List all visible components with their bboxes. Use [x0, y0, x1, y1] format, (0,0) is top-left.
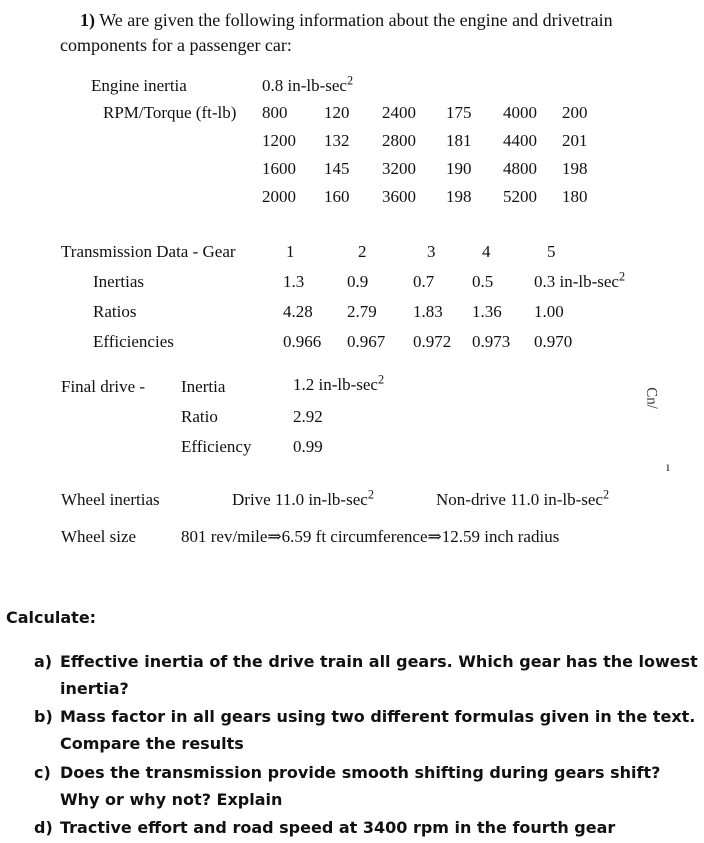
intro-text-1: We are given the following information about the engine and drivetrain	[99, 10, 613, 30]
gear-efficiency-cell	[413, 332, 451, 352]
gear-efficiency-cell	[472, 332, 510, 352]
gear-number-text: 4	[482, 242, 491, 261]
gear-number-text: 2	[358, 242, 367, 261]
final-drive-ratio-value: 2.92	[293, 407, 323, 426]
question-a-label: a)	[34, 652, 53, 671]
gear-number-cell	[286, 242, 295, 262]
implies-arrow-icon: ⇒	[267, 527, 282, 546]
final-drive-inertia-text: 1.2 in-lb-sec	[293, 375, 378, 394]
engine-torque-cell: 198	[446, 187, 472, 206]
question-b	[0, 703, 704, 753]
final-drive-efficiency-label: Efficiency	[181, 437, 252, 456]
gear-ratio-cell	[283, 302, 313, 322]
wheel-inertias-label: Wheel inertias	[61, 490, 160, 509]
engine-rpm-cell: 4400	[503, 131, 537, 150]
engine-torque-cell: 132	[324, 131, 350, 150]
engine-rpm-cell: 2400	[382, 103, 416, 122]
question-d	[0, 814, 704, 841]
wheel-non-drive-text: Non-drive 11.0 in-lb-sec	[436, 490, 603, 509]
final-drive-inertia-label: Inertia	[181, 377, 226, 396]
engine-torque-cell: 120	[324, 103, 350, 122]
gear-ratio-cell	[534, 302, 564, 322]
gear-inertia-text: 0.9	[347, 272, 369, 291]
wheel-drive-inertia	[232, 487, 374, 510]
gear-ratio-text: 4.28	[283, 302, 313, 321]
engine-torque-cell: 181	[446, 131, 472, 150]
engine-torque-cell: 201	[562, 131, 588, 150]
final-drive-efficiency-value: 0.99	[293, 437, 323, 456]
engine-torque-cell: 200	[562, 103, 588, 122]
engine-rpm-cell: 4000	[503, 103, 537, 122]
gear-efficiency-cell	[283, 332, 321, 352]
gear-ratio-text: 2.79	[347, 302, 377, 321]
question-c-label: c)	[34, 763, 51, 782]
gear-inertia-text: 1.3	[283, 272, 305, 291]
gear-inertia-cell	[534, 269, 626, 292]
gear-efficiency-text: 0.966	[283, 332, 322, 351]
engine-rpm-cell: 1200	[262, 131, 296, 150]
gear-number-text: 3	[427, 242, 436, 261]
question-a	[0, 648, 704, 698]
engine-rpm-cell: 800	[262, 103, 288, 122]
question-a-text: Effective inertia of the drive train all gears. Which gear has the lowest inertia?	[60, 652, 698, 698]
engine-torque-cell: 190	[446, 159, 472, 178]
problem-number: 1)	[80, 10, 95, 30]
ratios-label: Ratios	[93, 302, 137, 321]
question-d-text: Tractive effort and road speed at 3400 rpm in the fourth gear	[60, 818, 616, 837]
margin-mark-1: Cn/	[643, 387, 660, 410]
question-d-label: d)	[34, 818, 53, 837]
gear-inertia-cell	[347, 272, 368, 292]
intro-line-2: components for a passenger car:	[60, 35, 292, 55]
wheel-size-part-1: 801 rev/mile	[181, 527, 268, 546]
engine-torque-cell: 180	[562, 187, 588, 206]
engine-rpm-cell: 2800	[382, 131, 416, 150]
engine-rpm-cell: 5200	[503, 187, 537, 206]
engine-torque-cell: 198	[562, 159, 588, 178]
wheel-size-part-2: 6.59 ft circumference	[281, 527, 428, 546]
transmission-header-label: Transmission Data - Gear	[61, 242, 236, 261]
question-c	[0, 759, 704, 809]
efficiencies-label: Efficiencies	[93, 332, 174, 351]
engine-rpm-cell: 3200	[382, 159, 416, 178]
implies-arrow-icon: ⇒	[427, 527, 442, 546]
inertias-label: Inertias	[93, 272, 144, 291]
final-drive-inertia-value	[293, 372, 385, 395]
wheel-size-value	[181, 527, 559, 547]
final-drive-label: Final drive -	[61, 377, 146, 396]
question-b-text: Mass factor in all gears using two different formulas given in the text. Compare the results	[60, 707, 696, 753]
margin-mark-2: ı	[666, 460, 670, 475]
gear-number-cell	[547, 242, 556, 262]
superscript: 2	[377, 372, 385, 387]
gear-ratio-cell	[472, 302, 502, 322]
gear-inertia-text: 0.3 in-lb-sec	[534, 272, 619, 291]
gear-inertia-cell	[283, 272, 304, 292]
question-b-label: b)	[34, 707, 53, 726]
engine-torque-cell: 175	[446, 103, 472, 122]
gear-number-cell	[358, 242, 367, 262]
intro-line-1	[80, 10, 613, 31]
final-drive-ratio-label: Ratio	[181, 407, 218, 426]
engine-rpm-cell: 3600	[382, 187, 416, 206]
gear-efficiency-text: 0.972	[413, 332, 452, 351]
superscript: 2	[367, 487, 374, 502]
gear-efficiency-cell	[534, 332, 572, 352]
gear-inertia-cell	[472, 272, 493, 292]
gear-inertia-cell	[413, 272, 434, 292]
wheel-non-drive-inertia	[436, 487, 610, 510]
engine-torque-cell: 160	[324, 187, 350, 206]
gear-efficiency-text: 0.967	[347, 332, 386, 351]
gear-efficiency-cell	[347, 332, 385, 352]
wheel-size-part-3: 12.59 inch radius	[441, 527, 560, 546]
gear-number-cell	[427, 242, 436, 262]
engine-inertia-label: Engine inertia	[91, 76, 187, 95]
gear-efficiency-text: 0.970	[534, 332, 573, 351]
gear-ratio-cell	[347, 302, 377, 322]
gear-inertia-text: 0.5	[472, 272, 494, 291]
gear-number-text: 1	[286, 242, 295, 261]
gear-number-text: 5	[547, 242, 556, 261]
engine-rpm-cell: 4800	[503, 159, 537, 178]
engine-inertia-text: 0.8 in-lb-sec	[262, 76, 347, 95]
gear-ratio-text: 1.83	[413, 302, 443, 321]
calculate-heading: Calculate:	[6, 608, 97, 627]
question-c-text: Does the transmission provide smooth shifting during gears shift? Why or why not? Explain	[60, 763, 661, 809]
superscript: 2	[602, 487, 610, 502]
engine-rpm-cell: 1600	[262, 159, 296, 178]
engine-torque-cell: 145	[324, 159, 350, 178]
gear-ratio-text: 1.36	[472, 302, 502, 321]
gear-number-cell	[482, 242, 491, 262]
gear-ratio-text: 1.00	[534, 302, 564, 321]
superscript: 2	[618, 269, 626, 284]
wheel-size-label: Wheel size	[61, 527, 137, 546]
engine-inertia-value	[262, 73, 354, 96]
gear-ratio-cell	[413, 302, 443, 322]
wheel-drive-text: Drive 11.0 in-lb-sec	[232, 490, 368, 509]
superscript: 2	[346, 73, 354, 88]
gear-inertia-text: 0.7	[413, 272, 435, 291]
gear-efficiency-text: 0.973	[472, 332, 511, 351]
engine-rpm-cell: 2000	[262, 187, 296, 206]
rpm-torque-label: RPM/Torque (ft-lb)	[103, 103, 237, 122]
